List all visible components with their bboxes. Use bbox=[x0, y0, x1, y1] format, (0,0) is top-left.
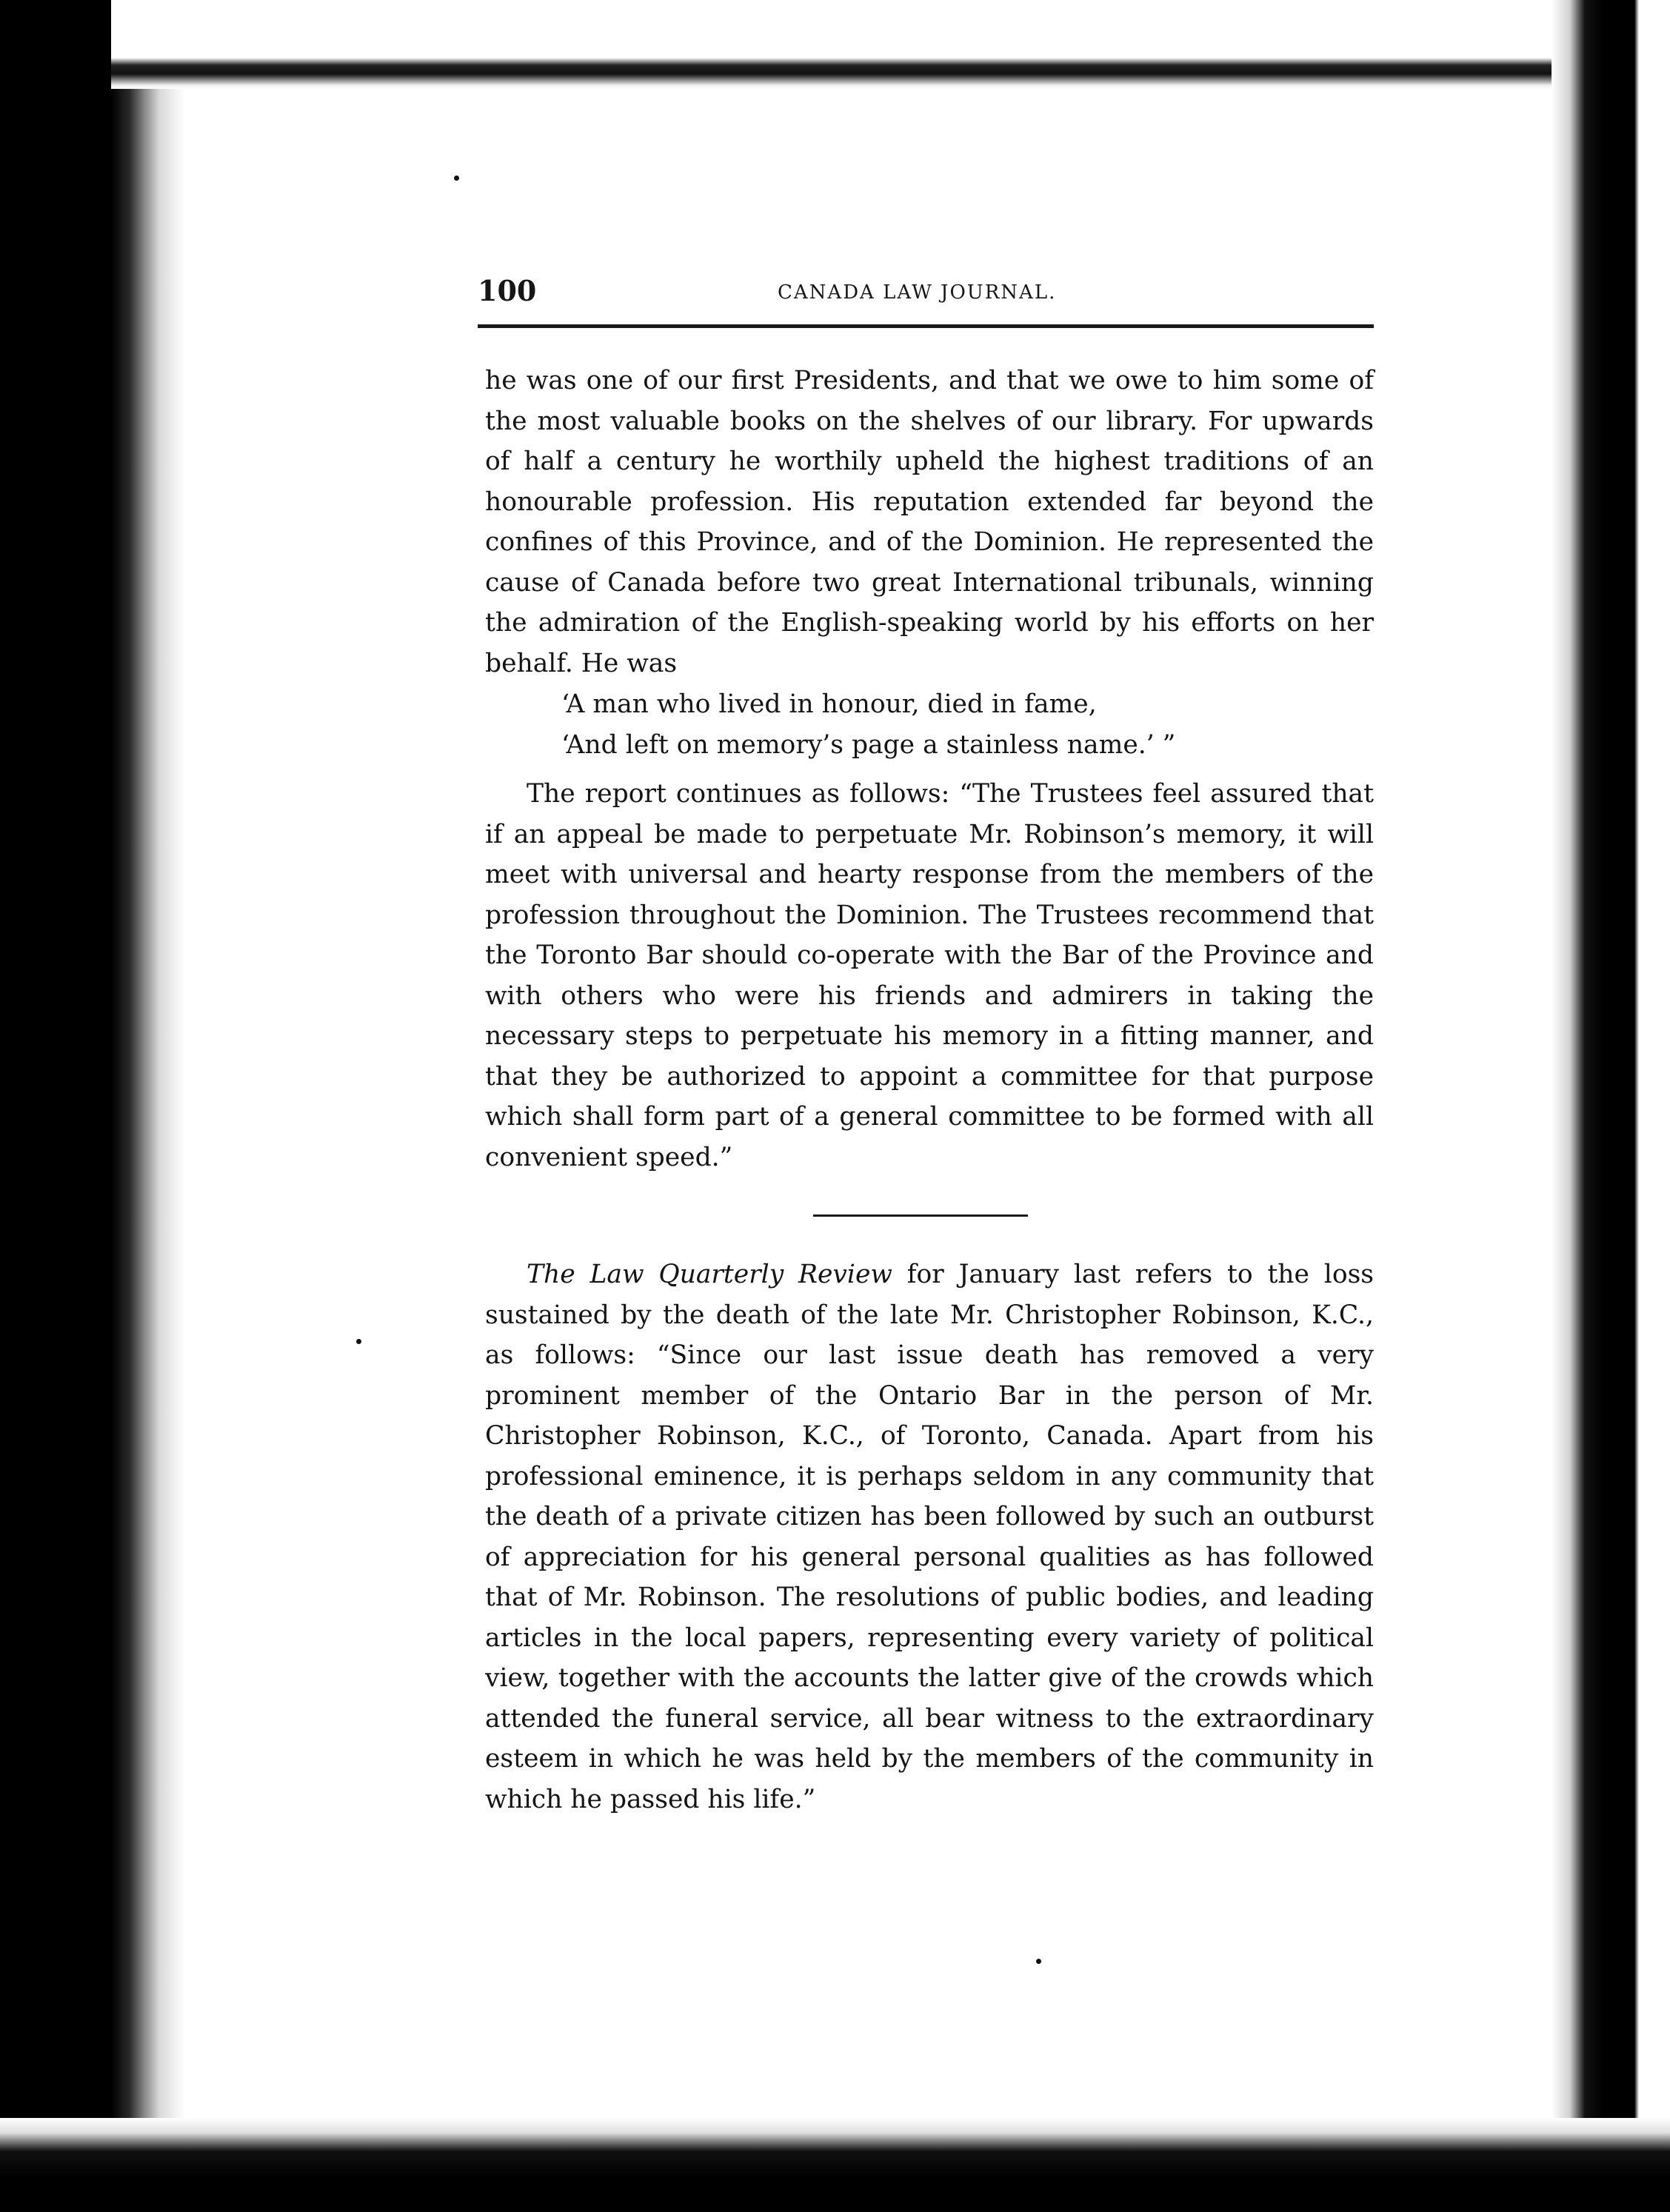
journal-title: The Law Quarterly Review bbox=[527, 1260, 892, 1289]
paragraph-1 bbox=[485, 361, 1374, 684]
paragraph-3-text bbox=[485, 1254, 1374, 1820]
header-rule bbox=[478, 324, 1374, 328]
paragraph-3-body: for January last refers to the loss sustained by the death of the late Mr. Christopher Robinson, K.C., as follows: “Since our last issue death has removed a very prominent member of the Ontario Bar in the person of Mr. Christopher Robinson, K.C., of Toronto, Canada. Apart from his professional eminence, it is perhaps seldom in any community that the death of a private citizen has been followed by such an outburst of appreciation for his general personal qualities as has followed that of Mr. Robinson. The resolutions of public bodies, and leading articles in the local papers, representing every variety of political view, together with the accounts the latter give of the crowds which attended the funeral service, all bear witness to the extraordinary esteem in which he was held by the members of the community in which he passed his life.” bbox=[485, 1260, 1374, 1814]
paragraph-3 bbox=[485, 1254, 1374, 1820]
paragraph-1-text: he was one of our first Presidents, and that we owe to him some of the most valuable books on the shelves of our library. For upwards of half a century he worthily upheld the highest traditions of an honourable profession. His reputation extended far beyond the confines of this Province, and of the Dominion. He represented the cause of Canada before two great International tribunals, winning the admiration of the English-speaking world by his efforts on her behalf. He was bbox=[485, 366, 1374, 678]
paragraph-2-text: The report continues as follows: “The Trustees feel assured that if an appeal be made to perpetuate Mr. Robinson’s memory, it will meet with universal and hearty response from the members of the profession throughout the Dominion. The Trustees recommend that the Toronto Bar should co-operate with the Bar of the Province and with others who were his friends and admirers in taking the necessary steps to perpetuate his memory in a fitting manner, and that they be authorized to appoint a committee for that purpose which shall form part of a general committee to be formed with all convenient speed.” bbox=[485, 779, 1374, 1172]
page-number: 100 bbox=[478, 274, 537, 307]
page-right-border bbox=[1552, 0, 1670, 2212]
page-header bbox=[478, 274, 1374, 318]
page-bottom-border bbox=[0, 2118, 1670, 2212]
verse-quote bbox=[561, 684, 1302, 765]
paragraph-2 bbox=[485, 774, 1374, 1177]
scan-speck bbox=[356, 1339, 361, 1344]
verse-line-2: ‘And left on memory’s page a stainless name.’ ” bbox=[561, 729, 1176, 760]
verse-line-1: ‘A man who lived in honour, died in fame, bbox=[561, 689, 1097, 719]
book-gutter-shadow bbox=[0, 0, 185, 2212]
page-top-border bbox=[111, 0, 1555, 89]
scan-speck bbox=[1036, 1959, 1041, 1964]
scan-speck bbox=[454, 176, 459, 181]
running-head: CANADA LAW JOURNAL. bbox=[778, 281, 1057, 304]
section-divider bbox=[813, 1214, 1028, 1217]
